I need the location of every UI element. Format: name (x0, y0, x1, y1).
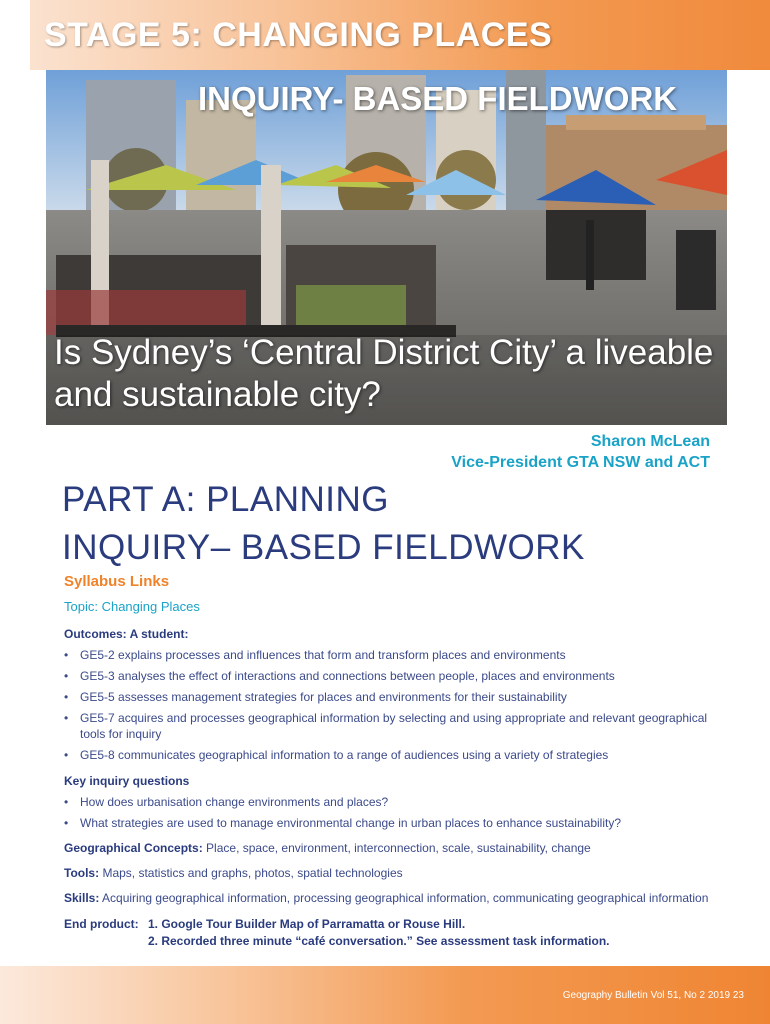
concepts-value: Place, space, environment, interconnection, scale, sustainability, change (206, 841, 591, 855)
hero-question: Is Sydney’s ‘Central District City’ a liveable and sustainable city? (54, 333, 714, 414)
bullet-icon: • (64, 748, 69, 762)
end-product (64, 916, 714, 950)
list-item: • GE5-7 acquires and processes geographical information by selecting and using appropriate and relevant geographical tools for inquiry (64, 711, 708, 741)
list-item: • What strategies are used to manage environmental change in urban places to enhance sustainability? (64, 816, 622, 830)
author-role: Vice-President GTA NSW and ACT (451, 454, 710, 471)
bullet-icon: • (64, 795, 69, 809)
author-block (451, 431, 710, 473)
part-title-line1: PART A: PLANNING (62, 480, 389, 519)
syllabus-content (64, 572, 714, 950)
list-item: • How does urbanisation change environments and places? (64, 795, 389, 809)
part-title-line2: INQUIRY– BASED FIELDWORK (62, 528, 585, 567)
bullet-icon: • (64, 711, 69, 725)
bullet-icon: • (64, 648, 69, 662)
bullet-icon: • (64, 816, 69, 830)
list-item: • GE5-8 communicates geographical information to a range of audiences using a variety of strategies (64, 748, 609, 762)
tools-value: Maps, statistics and graphs, photos, spatial technologies (102, 866, 403, 880)
bullet-icon: • (64, 669, 69, 683)
syllabus-heading: Syllabus Links (64, 573, 170, 590)
skills-value: Acquiring geographical information, processing geographical information, communicating geographical information (102, 891, 709, 905)
end-product-item-1: 1. Google Tour Builder Map of Parramatta or Rouse Hill. (148, 917, 466, 931)
outcomes-list (64, 647, 714, 763)
tools-label: Tools: (64, 866, 100, 880)
end-product-item-2: 2. Recorded three minute “café conversation.” See assessment task information. (148, 934, 610, 948)
hero-subtitle: INQUIRY- BASED FIELDWORK (198, 80, 678, 117)
footer-text: Geography Bulletin Vol 51, No 2 2019 23 (562, 990, 744, 1001)
author-name: Sharon McLean (590, 433, 710, 450)
header-band-notch (0, 0, 30, 70)
skills-label: Skills: (64, 891, 100, 905)
questions-heading: Key inquiry questions (64, 774, 190, 788)
concepts-label: Geographical Concepts: (64, 841, 203, 855)
part-title (62, 476, 585, 572)
bullet-icon: • (64, 690, 69, 704)
end-product-label: End product: (64, 917, 139, 931)
topic-line: Topic: Changing Places (64, 599, 200, 614)
skills-line (64, 890, 714, 906)
hero-photo (46, 70, 727, 425)
stage-title: STAGE 5: CHANGING PLACES (44, 16, 553, 54)
list-item: • GE5-3 analyses the effect of interactions and connections between people, places and environments (64, 669, 615, 683)
list-item: • GE5-5 assesses management strategies for places and environments for their sustainability (64, 690, 567, 704)
questions-list (64, 794, 714, 831)
concepts-line (64, 840, 714, 856)
tools-line (64, 865, 714, 881)
outcomes-heading: Outcomes: A student: (64, 627, 189, 641)
list-item: • GE5-2 explains processes and influences that form and transform places and environments (64, 648, 566, 662)
